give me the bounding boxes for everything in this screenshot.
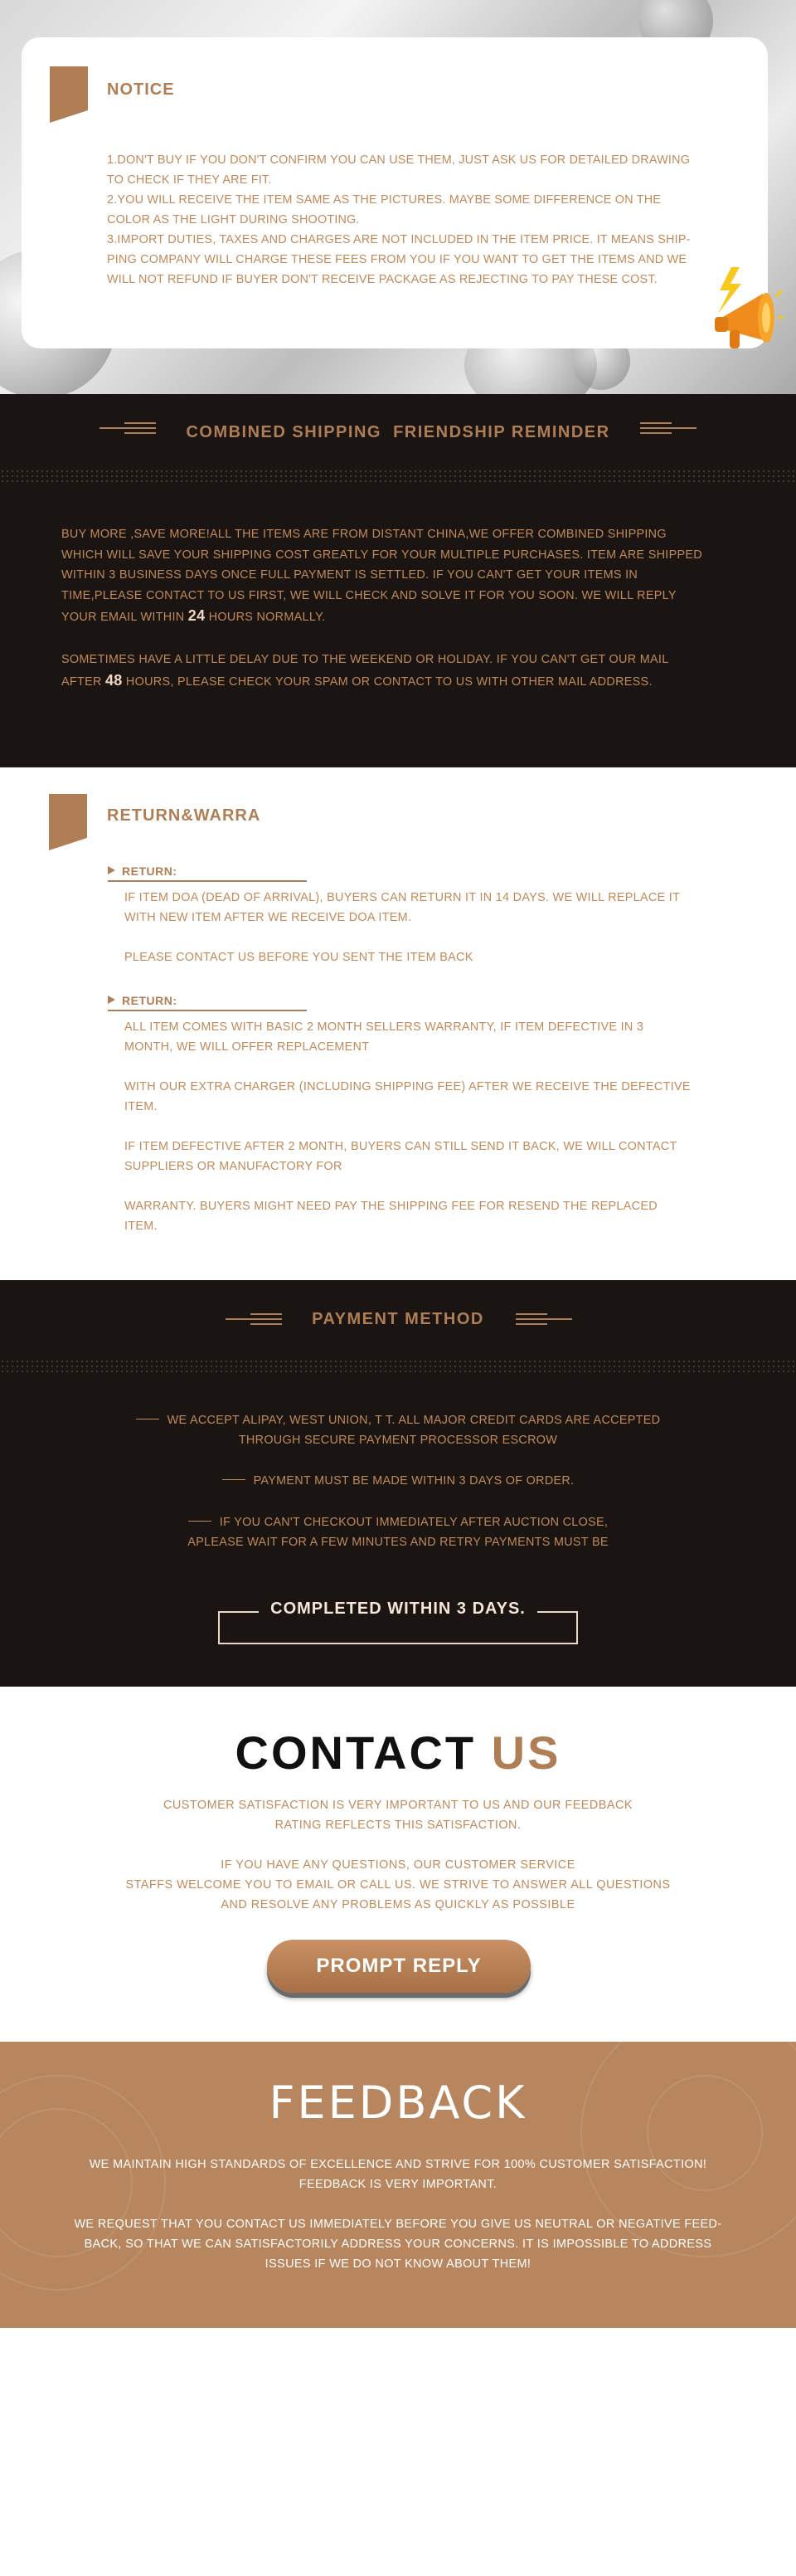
contact-title-accent: US (491, 1726, 561, 1779)
warranty-line: MONTH, WE WILL OFFER REPLACEMENT (124, 1040, 370, 1054)
dash-icon (222, 1479, 245, 1480)
shipping-line (61, 606, 738, 628)
shipping-heading: COMBINED SHIPPING FRIENDSHIP REMINDER (186, 423, 610, 441)
payment-line: APLEASE WAIT FOR A FEW MINUTES AND RETRY PAYMENTS MUST BE (187, 1536, 609, 1549)
contact-text: CUSTOMER SATISFACTION IS VERY IMPORTANT TO US AND OUR FEEDBACK (163, 1799, 633, 1812)
return-label-text: RETURN: (122, 864, 177, 878)
label-underline (108, 880, 307, 882)
notice-line: 2.YOU WILL RECEIVE THE ITEM SAME AS THE PICTURES. MAYBE SOME DIFFERENCE ON THE (107, 193, 662, 207)
return-note: PLEASE CONTACT US BEFORE YOU SENT THE ITEM BACK (124, 951, 473, 964)
feedback-text: WE REQUEST THAT YOU CONTACT US IMMEDIATELY BEFORE YOU GIVE US NEUTRAL OR NEGATIVE FEED- (74, 2218, 722, 2231)
payment-line (0, 1410, 796, 1430)
warranty-line: ALL ITEM COMES WITH BASIC 2 MONTH SELLERS WARRANTY, IF ITEM DEFECTIVE IN 3 (124, 1020, 644, 1034)
warranty-line: WITH OUR EXTRA CHARGER (INCLUDING SHIPPING FEE) AFTER WE RECEIVE THE DEFECTIVE (124, 1080, 691, 1093)
warranty-label (108, 994, 177, 1007)
return-flag-icon (49, 794, 87, 850)
mail-hours-number: 48 (104, 671, 123, 689)
contact-text: AND RESOLVE ANY PROBLEMS AS QUICKLY AS POSSIBLE (221, 1898, 575, 1911)
notice-title: NOTICE (107, 80, 175, 99)
payment-heading: PAYMENT METHOD (312, 1310, 484, 1328)
completed-text: COMPLETED WITHIN 3 DAYS. (259, 1600, 537, 1618)
triangle-icon (108, 996, 115, 1004)
warranty-paragraph (124, 1137, 721, 1176)
warranty-line: ITEM. (124, 1100, 158, 1113)
shipping-section (0, 394, 796, 767)
triangle-icon (108, 866, 115, 874)
payment-line: THROUGH SECURE PAYMENT PROCESSOR ESCROW (238, 1434, 558, 1447)
payment-text: IF YOU CAN'T CHECKOUT IMMEDIATELY AFTER AUCTION CLOSE, (219, 1516, 609, 1529)
notice-line: 1.DON'T BUY IF YOU DON'T CONFIRM YOU CAN USE THEM, JUST ASK US FOR DETAILED DRAWING (107, 153, 691, 167)
contact-text: RATING REFLECTS THIS SATISFACTION. (274, 1819, 522, 1832)
shipping-line: TIME,PLEASE CONTACT TO US FIRST, WE WILL CHECK AND SOLVE IT FOR YOU SOON. WE WILL REPLY (61, 588, 677, 602)
shipping-line: SOMETIMES HAVE A LITTLE DELAY DUE TO THE WEEKEND OR HOLIDAY. IF YOU CAN'T GET OUR MAIL (61, 653, 669, 666)
notice-line: 3.IMPORT DUTIES, TAXES AND CHARGES ARE NOT INCLUDED IN THE ITEM PRICE. IT MEANS SHIP- (107, 233, 691, 246)
notice-line: WILL NOT REFUND IF BUYER DON'T RECEIVE PACKAGE AS REJECTING TO PAY THESE COST. (107, 273, 658, 286)
shipping-paragraph-1 (61, 524, 738, 628)
notice-line: COLOR AS THE LIGHT DURING SHOOTING. (107, 213, 360, 226)
warranty-line: IF ITEM DEFECTIVE AFTER 2 MONTH, BUYERS CAN STILL SEND IT BACK, WE WILL CONTACT (124, 1140, 677, 1153)
warranty-paragraph (124, 1017, 721, 1057)
notice-line: PING COMPANY WILL CHARGE THESE FEES FROM YOU IF YOU WANT TO GET THE ITEMS AND WE (107, 253, 687, 266)
contact-text: STAFFS WELCOME YOU TO EMAIL OR CALL US. WE STRIVE TO ANSWER ALL QUESTIONS (125, 1878, 671, 1892)
shipping-text: HOURS NORMALLY. (205, 611, 326, 624)
shipping-line: BUY MORE ,SAVE MORE!ALL THE ITEMS ARE FROM DISTANT CHINA,WE OFFER COMBINED SHIPPING (61, 528, 667, 541)
feedback-text: BACK, SO THAT WE CAN SATISFACTORILY ADDRESS YOUR CONCERNS. IT IS IMPOSSIBLE TO ADDRESS (84, 2238, 712, 2251)
return-line: IF ITEM DOA (DEAD OF ARRIVAL), BUYERS CAN RETURN IT IN 14 DAYS. WE WILL REPLACE IT (124, 891, 681, 904)
feedback-text: WE MAINTAIN HIGH STANDARDS OF EXCELLENCE AND STRIVE FOR 100% CUSTOMER SATISFACTION! (89, 2158, 707, 2171)
feedback-text: FEEDBACK IS VERY IMPORTANT. (298, 2178, 498, 2191)
heading-deco-right (640, 419, 696, 437)
warranty-label-text: RETURN: (122, 994, 177, 1007)
notice-text (107, 150, 745, 290)
feedback-text: ISSUES IF WE DO NOT KNOW ABOUT THEM! (265, 2257, 531, 2271)
dash-icon (188, 1521, 211, 1522)
warranty-line: ITEM. (124, 1220, 158, 1233)
contact-title-word: CONTACT (235, 1726, 492, 1779)
heading-deco-right (516, 1310, 572, 1328)
shipping-line: WHICH WILL SAVE YOUR SHIPPING COST GREATLY FOR YOUR MULTIPLE PURCHASES. ITEM ARE SHIPPED (61, 548, 702, 562)
payment-text: PAYMENT MUST BE MADE WITHIN 3 DAYS OF ORDER. (253, 1474, 575, 1488)
warranty-line: WARRANTY. BUYERS MIGHT NEED PAY THE SHIPPING FEE FOR RESEND THE REPLACED (124, 1200, 658, 1213)
dotted-divider (0, 1359, 796, 1376)
shipping-line: WITHIN 3 BUSINESS DAYS ONCE FULL PAYMENT IS SETTLED. IF YOU CAN'T GET YOUR ITEMS IN (61, 568, 638, 582)
payment-line (0, 1512, 796, 1532)
contact-title (0, 1726, 796, 1780)
shipping-line (61, 670, 738, 693)
notice-card (22, 37, 768, 348)
warranty-line: SUPPLIERS OR MANUFACTORY FOR (124, 1160, 342, 1173)
feedback-title: FEEDBACK (269, 2077, 527, 2129)
shipping-paragraph-2 (61, 650, 738, 692)
prompt-reply-button[interactable]: PROMPT REPLY (267, 1940, 531, 1993)
return-title: RETURN&WARRA (107, 806, 261, 825)
notice-flag-icon (50, 66, 88, 123)
label-underline (108, 1010, 307, 1011)
warranty-paragraph (124, 1077, 721, 1117)
reply-hours-number: 24 (187, 607, 206, 624)
completed-banner (218, 1600, 578, 1619)
notice-section (0, 0, 796, 394)
megaphone-icon (705, 265, 784, 365)
shipping-text: HOURS, PLEASE CHECK YOUR SPAM OR CONTACT TO US WITH OTHER MAIL ADDRESS. (122, 674, 653, 689)
return-paragraph (124, 888, 721, 928)
payment-text: WE ACCEPT ALIPAY, WEST UNION, T T. ALL MAJOR CREDIT CARDS ARE ACCEPTED (167, 1414, 661, 1427)
shipping-text: YOUR EMAIL WITHIN (61, 611, 188, 624)
dotted-divider (0, 469, 796, 485)
notice-line: TO CHECK IF THEY ARE FIT. (107, 173, 272, 187)
return-line: WITH NEW ITEM AFTER WE RECEIVE DOA ITEM. (124, 911, 412, 924)
contact-text: IF YOU HAVE ANY QUESTIONS, OUR CUSTOMER SERVICE (221, 1858, 575, 1872)
payment-line (0, 1471, 796, 1491)
warranty-paragraph (124, 1196, 721, 1236)
return-label (108, 864, 177, 878)
shipping-text: AFTER (61, 674, 105, 689)
